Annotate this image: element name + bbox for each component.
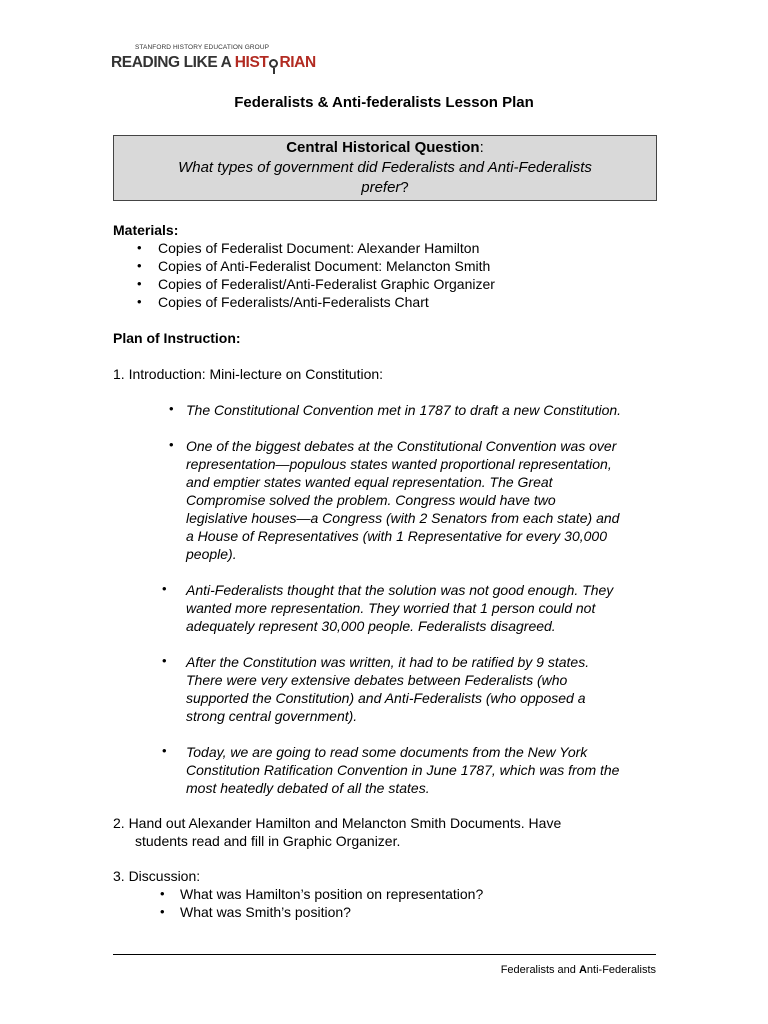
lecture-point-2-line-2: representation—populous states wanted proportional representation,: [186, 456, 612, 472]
lecture-point-3-line-3: adequately represent 30,000 people. Federalists disagreed.: [186, 618, 556, 634]
lecture-point-2-line-1: One of the biggest debates at the Constitutional Convention was over: [186, 438, 617, 454]
lecture-point-1-line-1: The Constitutional Convention met in 1787 to draft a new Constitution.: [186, 402, 622, 418]
materials-item-3: Copies of Federalist/Anti-Federalist Graphic Organizer: [158, 276, 495, 292]
logo-text-b1: HIST: [234, 54, 269, 71]
logo-text-a: READING LIKE A: [111, 54, 235, 71]
discussion-question-2: What was Smith’s position?: [180, 904, 351, 920]
lecture-point-4-line-1: After the Constitution was written, it had to be ratified by 9 states.: [186, 654, 590, 670]
discussion-question-1: What was Hamilton’s position on representation?: [180, 886, 484, 902]
lecture-point-2-line-6: a House of Representatives (with 1 Representative for every 30,000: [186, 528, 608, 544]
bullet-icon: •: [137, 276, 142, 291]
page-footer: [501, 964, 656, 976]
lecture-point-2-line-7: people).: [186, 546, 237, 562]
lecture-point-4-line-3: supported the Constitution) and Anti-Federalists (who opposed a: [186, 690, 586, 706]
bullet-icon: •: [160, 904, 165, 919]
logo-subtitle: STANFORD HISTORY EDUCATION GROUP: [135, 44, 270, 51]
central-question-heading: [114, 138, 656, 158]
materials-item-2: Copies of Anti-Federalist Document: Melancton Smith: [158, 258, 491, 274]
step-1-introduction: 1. Introduction: Mini-lecture on Constitution:: [113, 366, 384, 382]
bullet-icon: •: [162, 743, 167, 758]
footer-text-1: Federalists and: [500, 964, 579, 976]
lecture-point-5-line-1: Today, we are going to read some documents from the New York: [186, 744, 588, 760]
lecture-point-2-line-5: legislative houses—a Congress (with 2 Senators from each state) and: [186, 510, 620, 526]
central-question-mark: ?: [400, 179, 409, 196]
bullet-icon: •: [169, 437, 174, 452]
lecture-point-4-line-2: There were very extensive debates between Federalists (who: [186, 672, 568, 688]
central-question-line-2-text: prefer: [361, 179, 401, 196]
step-2-line-1: 2. Hand out Alexander Hamilton and Melancton Smith Documents. Have: [113, 815, 562, 831]
bullet-icon: •: [137, 240, 142, 255]
bullet-icon: •: [169, 401, 174, 416]
step-3-discussion: 3. Discussion:: [113, 868, 201, 884]
step-2-line-2: students read and fill in Graphic Organizer.: [135, 833, 401, 849]
central-question-label: Central Historical Question: [286, 139, 480, 156]
lecture-point-3-line-1: Anti-Federalists thought that the solution was not good enough. They: [186, 582, 614, 598]
footer-text-3: nti-Federalists: [586, 964, 656, 976]
bullet-icon: •: [162, 581, 167, 596]
footer-divider: [113, 954, 656, 955]
lecture-point-3-line-2: wanted more representation. They worried that 1 person could not: [186, 600, 596, 616]
lecture-point-5-line-2: Constitution Ratification Convention in June 1787, which was from the: [186, 762, 620, 778]
central-question-colon: :: [479, 139, 484, 156]
bullet-icon: •: [160, 886, 165, 901]
bullet-icon: •: [162, 653, 167, 668]
logo-text-b2: RIAN: [279, 54, 316, 71]
document-title: Federalists & Anti-federalists Lesson Plan: [234, 94, 534, 111]
logo-wordmark: [111, 54, 316, 72]
plan-heading: Plan of Instruction:: [113, 330, 241, 346]
materials-item-1: Copies of Federalist Document: Alexander Hamilton: [158, 240, 480, 256]
central-question-box: [113, 135, 657, 201]
bullet-icon: •: [137, 294, 142, 309]
lecture-point-2-line-3: and emptier states wanted equal representation. The Great: [186, 474, 553, 490]
lecture-point-5-line-3: most heatedly debated of all the states.: [186, 780, 430, 796]
central-question-line-2: [114, 178, 656, 198]
lecture-point-4-line-4: strong central government).: [186, 708, 358, 724]
materials-heading: Materials:: [113, 222, 179, 238]
magnifier-icon: [269, 59, 278, 68]
lecture-point-2-line-4: Compromise solved the problem. Congress would have two: [186, 492, 556, 508]
bullet-icon: •: [137, 258, 142, 273]
materials-item-4: Copies of Federalists/Anti-Federalists Chart: [158, 294, 429, 310]
central-question-line-1: What types of government did Federalists and Anti-Federalists: [178, 159, 592, 176]
footer-text-2: A: [578, 964, 587, 976]
